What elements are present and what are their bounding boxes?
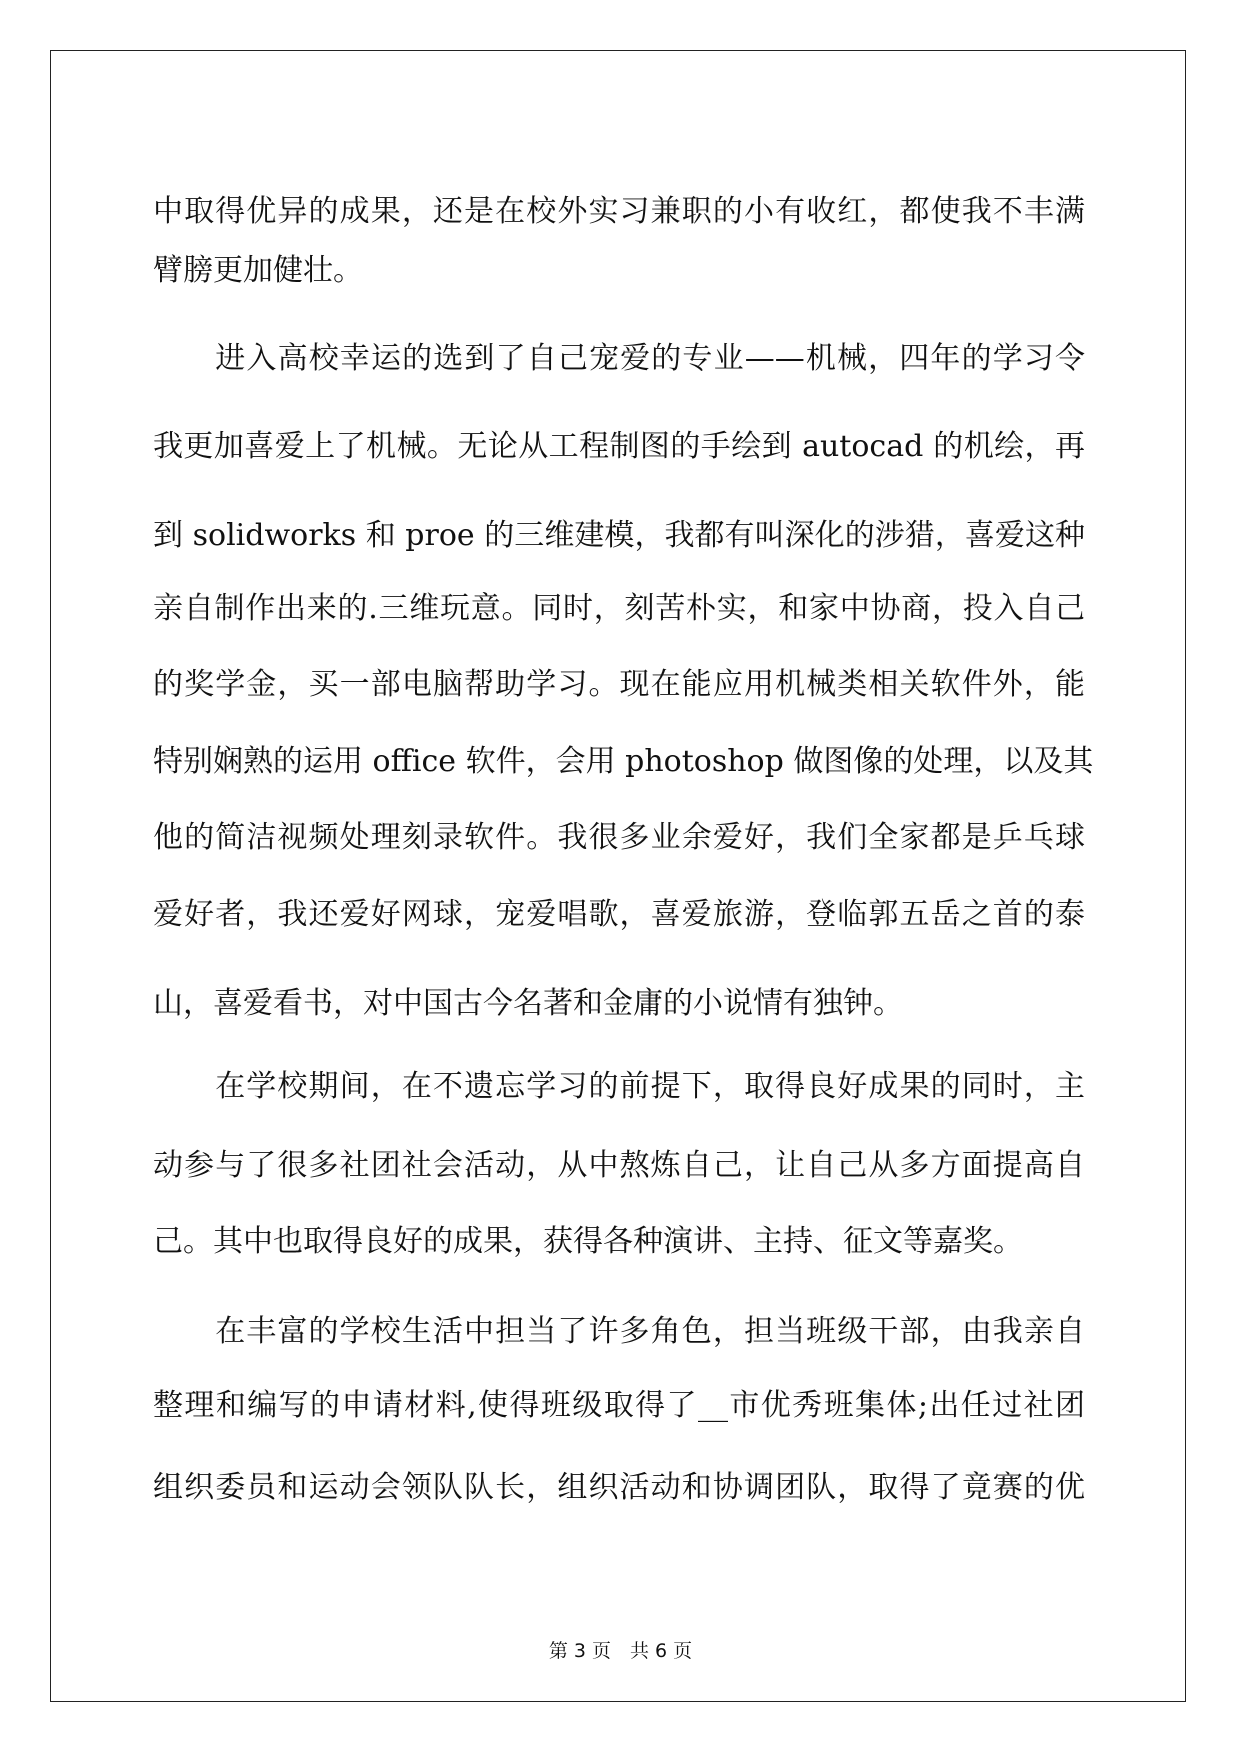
text-line: 亲自制作出来的.三维玩意。同时，刻苦朴实，和家中协商，投入自己 (153, 591, 1085, 626)
text-line: 山，喜爱看书，对中国古今名著和金庸的小说情有独钟。 (153, 986, 903, 1021)
text-line: 中取得优异的成果，还是在校外实习兼职的小有收红，都使我不丰满 (153, 194, 1085, 229)
text-line: 在学校期间，在不遗忘学习的前提下，取得良好成果的同时，主 (153, 1069, 1085, 1104)
text-line: 特别娴熟的运用 office 软件，会用 photoshop 做图像的处理，以及其 (153, 744, 1094, 779)
text-line: 到 solidworks 和 proe 的三维建模，我都有叫深化的涉猎，喜爱这种 (153, 518, 1085, 553)
text-line: 组织委员和运动会领队队长，组织活动和协调团队，取得了竟赛的优 (153, 1470, 1085, 1505)
text-line: 臂膀更加健壮。 (153, 253, 363, 288)
text-line: 在丰富的学校生活中担当了许多角色，担当班级干部，由我亲自 (153, 1314, 1085, 1349)
page-footer: 第 3 页 共 6 页 (548, 1640, 693, 1662)
text-line: 己。其中也取得良好的成果，获得各种演讲、主持、征文等嘉奖。 (153, 1224, 1023, 1259)
text-line: 爱好者，我还爱好网球，宠爱唱歌，喜爱旅游，登临郭五岳之首的泰 (153, 897, 1085, 932)
text-line: 的奖学金，买一部电脑帮助学习。现在能应用机械类相关软件外，能 (153, 667, 1085, 702)
text-line: 动参与了很多社团社会活动，从中熬炼自己，让自己从多方面提高自 (153, 1148, 1085, 1183)
page-border (50, 50, 1186, 1702)
text-line: 他的简洁视频处理刻录软件。我很多业余爱好，我们全家都是乒乓球 (153, 820, 1085, 855)
text-line: 整理和编写的申请材料,使得班级取得了__市优秀班集体;出任过社团 (153, 1388, 1085, 1423)
text-line: 我更加喜爱上了机械。无论从工程制图的手绘到 autocad 的机绘，再 (153, 429, 1085, 464)
text-line: 进入高校幸运的选到了自己宠爱的专业——机械，四年的学习令 (153, 341, 1085, 376)
